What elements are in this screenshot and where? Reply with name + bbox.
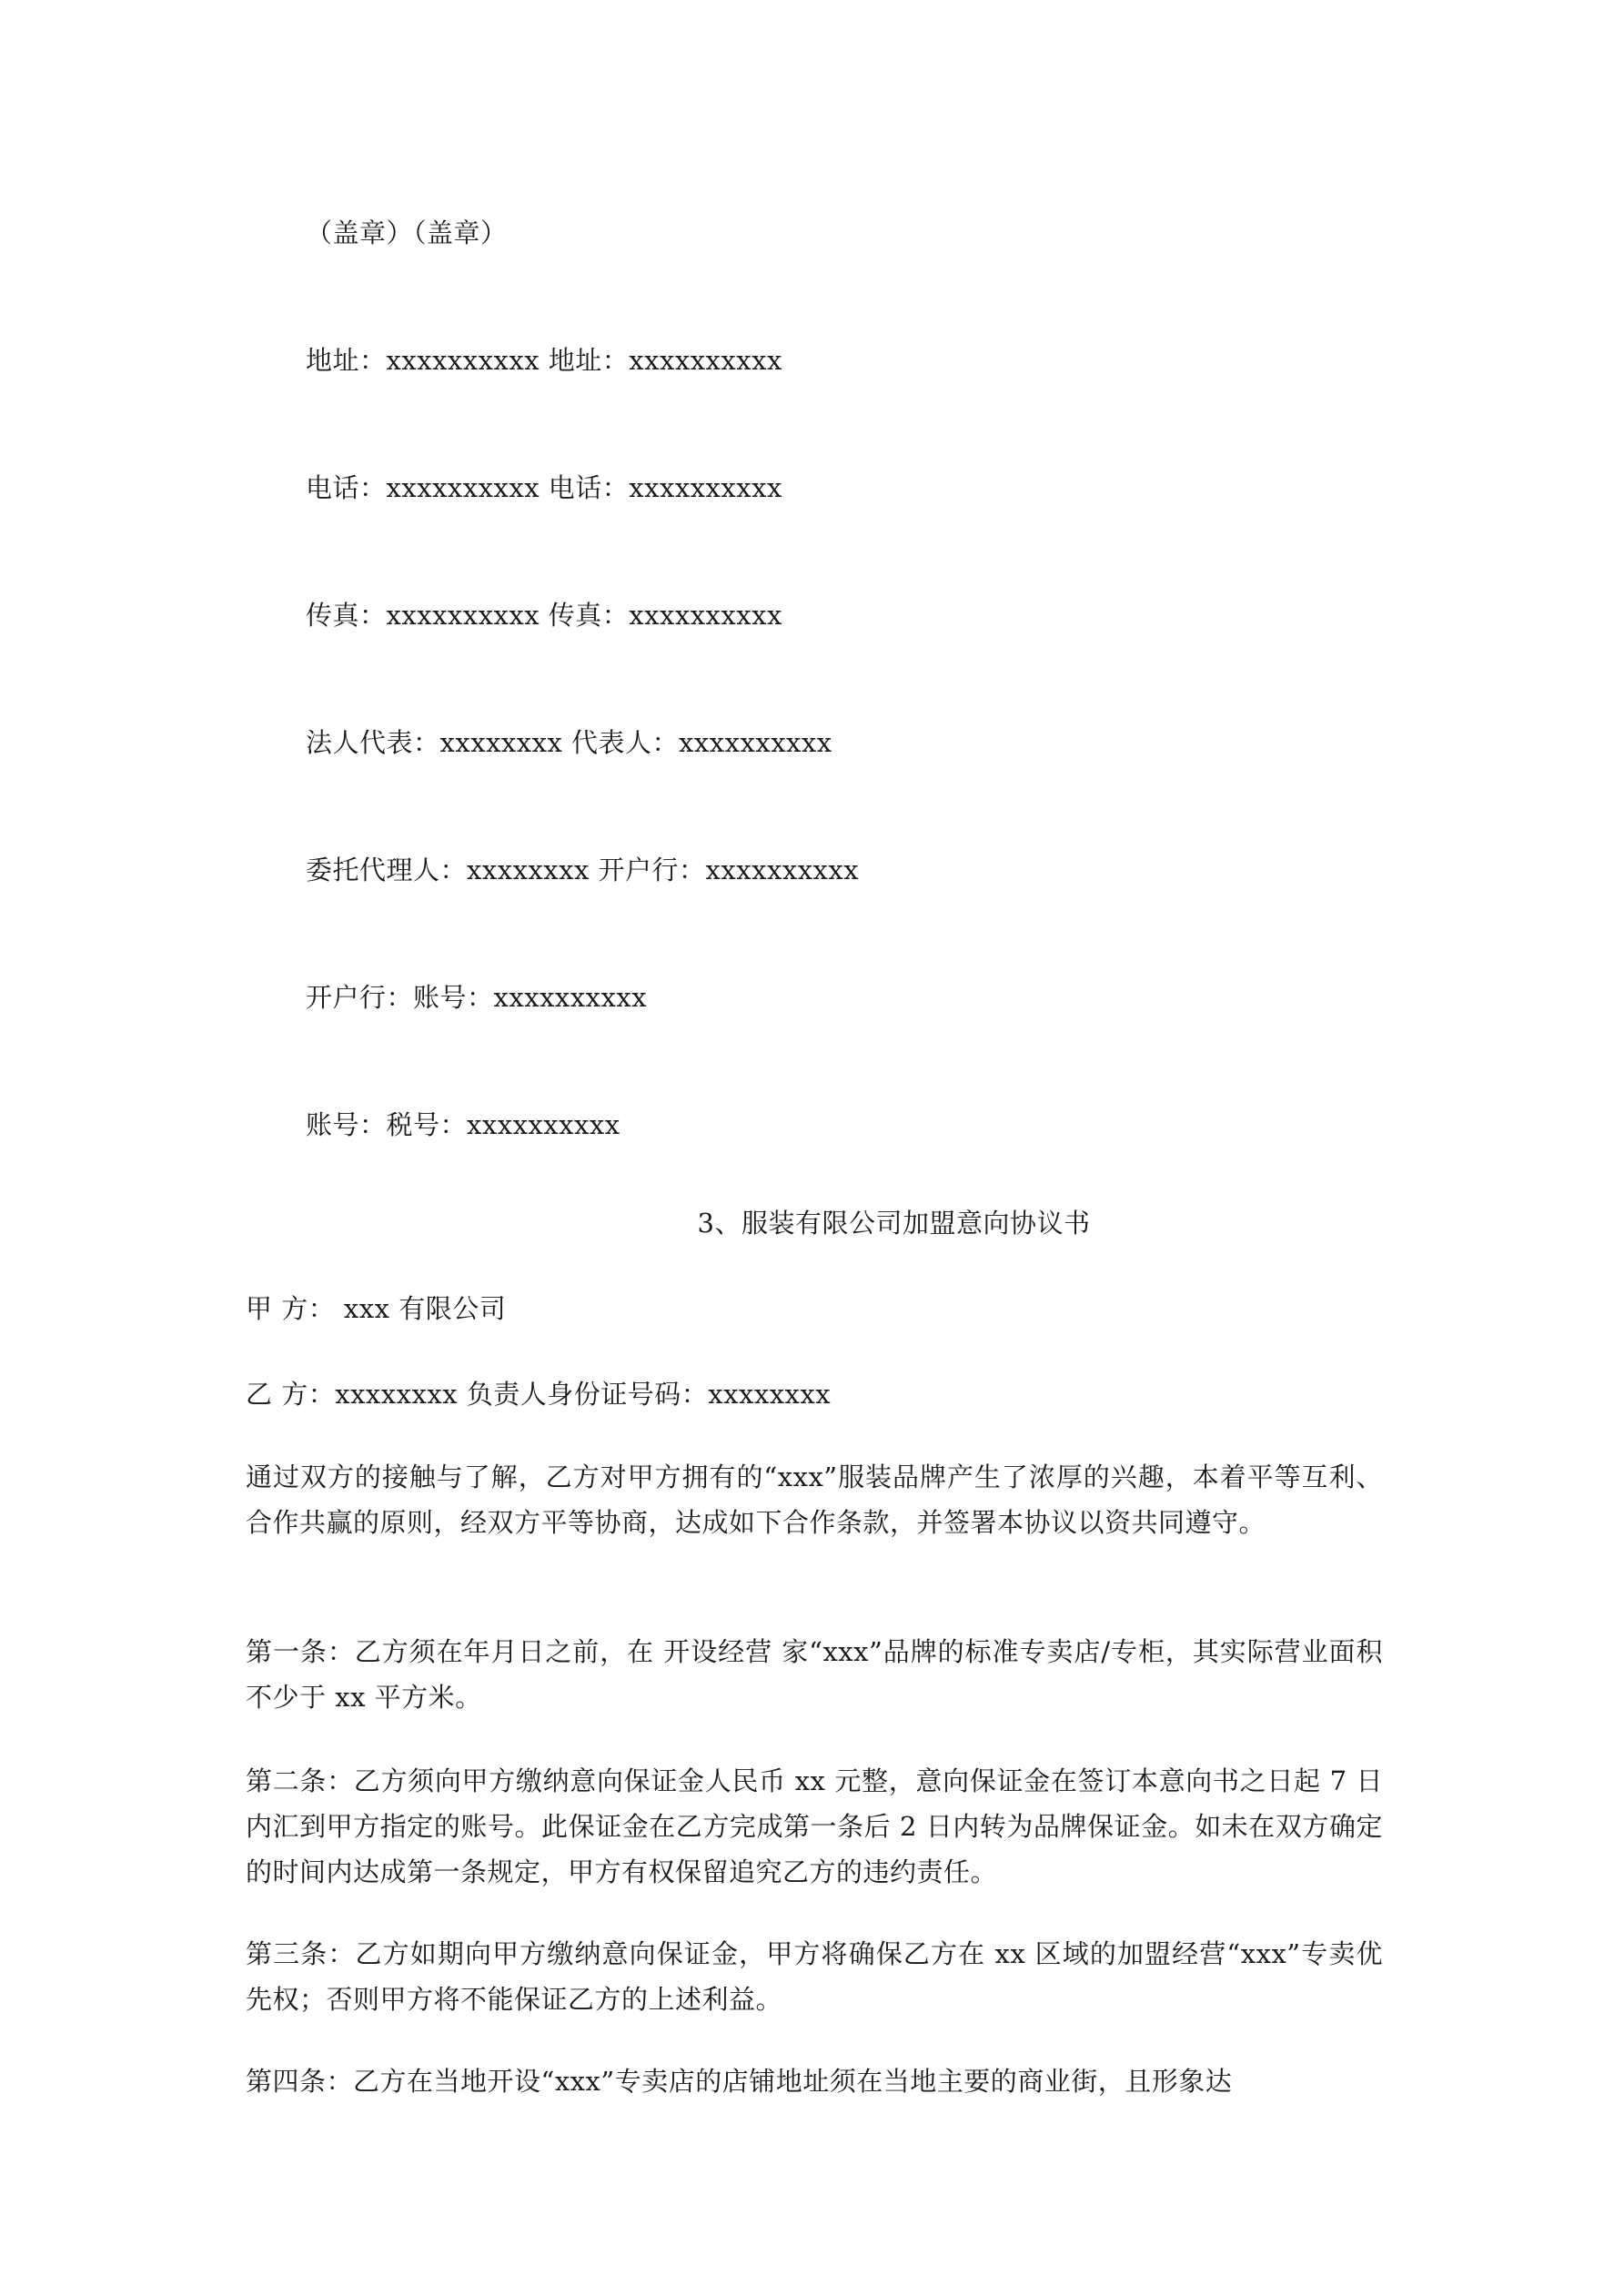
article-1-paragraph: 第一条：乙方须在年月日之前，在 开设经营 家“xxx”品牌的标准专卖店/专柜，其实际营业面积不少于 xx 平方米。 <box>246 1636 1383 1713</box>
party-a-line: 甲 方： xxx 有限公司 <box>246 1293 507 1324</box>
agreement-title: 3、服装有限公司加盟意向协议书 <box>697 1208 1091 1239</box>
seal-line: （盖章）（盖章） <box>306 217 508 248</box>
article-4-paragraph: 第四条：乙方在当地开设“xxx”专卖店的店铺地址须在当地主要的商业街，且形象达 <box>246 2066 1233 2097</box>
legal-rep-line: 法人代表：xxxxxxxx 代表人：xxxxxxxxxx <box>306 727 832 758</box>
agent-line: 委托代理人：xxxxxxxx 开户行：xxxxxxxxxx <box>306 855 860 885</box>
fax-line: 传真：xxxxxxxxxx 传真：xxxxxxxxxx <box>306 600 782 631</box>
intro-paragraph: 通过双方的接触与了解，乙方对甲方拥有的“xxx”服装品牌产生了浓厚的兴趣，本着平等互利、合作共赢的原则，经双方平等协商，达成如下合作条款，并签署本协议以资共同遵守。 <box>246 1462 1383 1538</box>
account-line: 账号：税号：xxxxxxxxxx <box>306 1109 620 1140</box>
article-3-paragraph: 第三条：乙方如期向甲方缴纳意向保证金，甲方将确保乙方在 xx 区域的加盟经营“xxx”专卖优先权；否则甲方将不能保证乙方的上述利益。 <box>246 1938 1383 2015</box>
article-2-paragraph: 第二条：乙方须向甲方缴纳意向保证金人民币 xx 元整，意向保证金在签订本意向书之日起 7 日内汇到甲方指定的账号。此保证金在乙方完成第一条后 2 日内转为品牌保证金。如未在双方确定的时间内达成第一条规定，甲方有权保留追究乙方的违约责任。 <box>246 1765 1383 1887</box>
address-line: 地址：xxxxxxxxxx 地址：xxxxxxxxxx <box>306 345 782 376</box>
party-b-line: 乙 方：xxxxxxxx 负责人身份证号码：xxxxxxxx <box>246 1379 832 1410</box>
bank-line: 开户行：账号：xxxxxxxxxx <box>306 982 648 1013</box>
phone-line: 电话：xxxxxxxxxx 电话：xxxxxxxxxx <box>306 472 782 503</box>
